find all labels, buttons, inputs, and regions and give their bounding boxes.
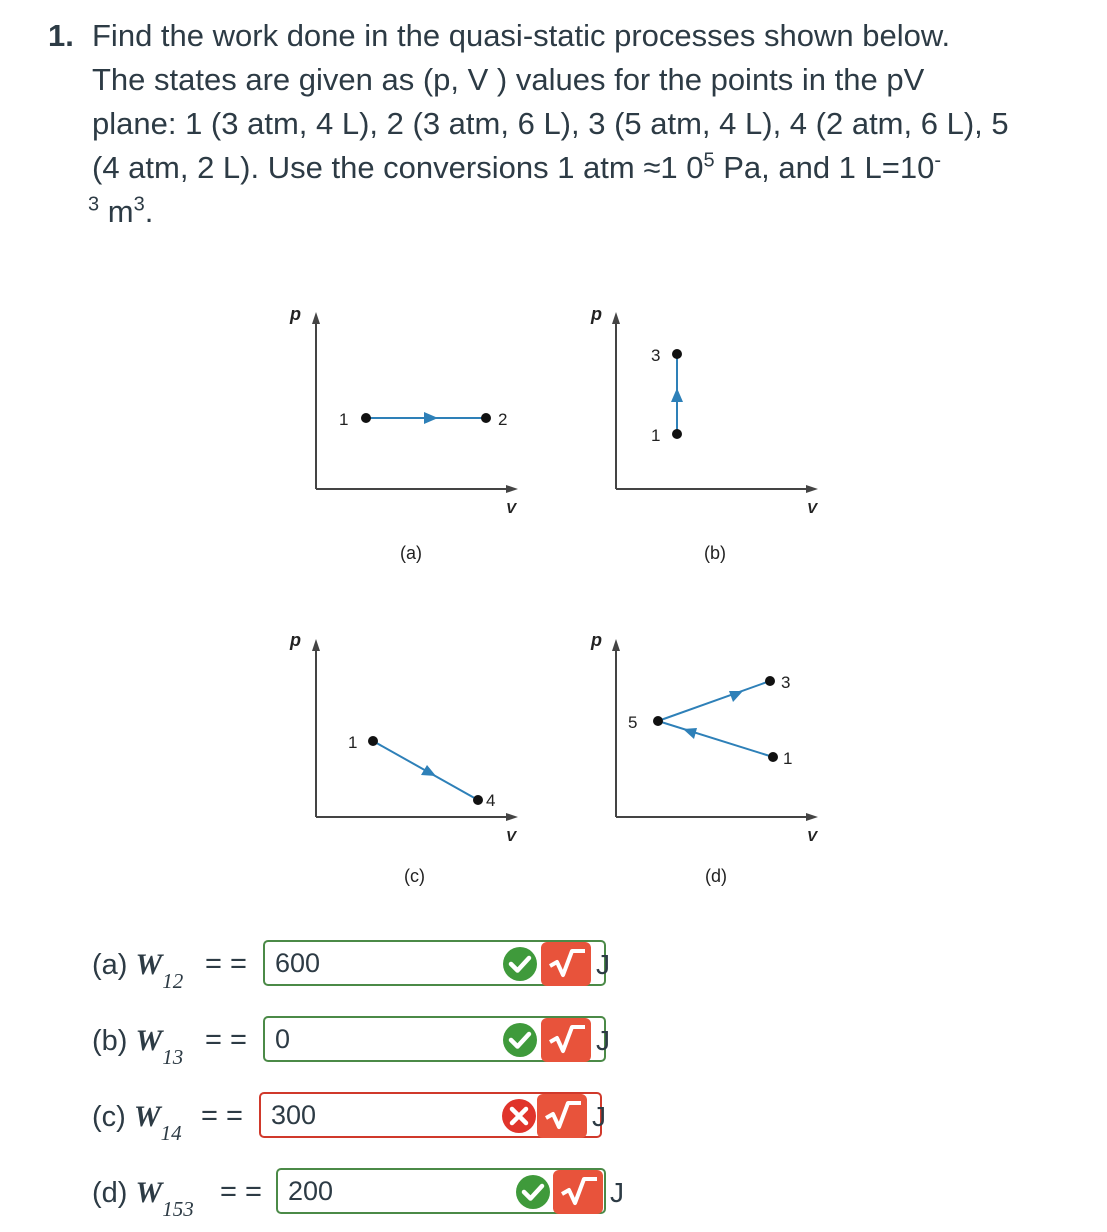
p-axis-arrow-b: [612, 312, 620, 324]
caption-d: (d): [705, 866, 727, 886]
answer-row-a: [0, 940, 1107, 993]
point-label-1-a: 1: [339, 410, 349, 429]
panel-a: [289, 304, 518, 563]
equals-b: = =: [205, 1024, 247, 1056]
point-1-d: [768, 752, 778, 762]
point-1-c: [368, 736, 378, 746]
point-3-b: [672, 349, 682, 359]
point-label-1-b: 1: [651, 426, 661, 445]
direction-arrow-c: [421, 765, 436, 776]
p-axis-arrow-a: [312, 312, 320, 324]
direction-arrow-d-1: [683, 728, 697, 739]
direction-arrow-a: [424, 412, 438, 424]
v-axis-arrow-d: [806, 813, 818, 821]
v-axis-arrow-a: [506, 485, 518, 493]
answer-row-d: [0, 1168, 1107, 1221]
question-number: 1.: [48, 18, 74, 53]
point-label-1-c: 1: [348, 733, 358, 752]
point-1-a: [361, 413, 371, 423]
point-1-b: [672, 429, 682, 439]
answer-row-c: [0, 1092, 1107, 1145]
incorrect-x-icon: [501, 1098, 537, 1134]
direction-arrow-d-2: [729, 691, 743, 702]
unit-label-b: J: [596, 1025, 610, 1056]
p-label-c: p: [290, 630, 301, 650]
p-label-b: p: [591, 304, 602, 324]
question-line-1: Find the work done in the quasi-static processes shown below.: [92, 18, 951, 53]
p-label-a: p: [290, 304, 301, 324]
point-label-5-d: 5: [628, 713, 638, 732]
math-tool-icon[interactable]: [553, 1170, 603, 1214]
question-line-4b: Pa, and 1 L=10: [714, 150, 935, 185]
question-line-2: The states are given as (p, V ) values for the points in the pV: [92, 62, 925, 97]
question-line-3: plane: 1 (3 atm, 4 L), 2 (3 atm, 6 L), 3 (5 atm, 4 L), 4 (2 atm, 6 L), 5: [92, 106, 1009, 141]
direction-arrow-b: [671, 388, 683, 402]
unit-m: m: [99, 194, 134, 229]
answer-input-b[interactable]: 0: [263, 1016, 606, 1062]
pa-exponent: 5: [703, 149, 715, 172]
answer-input-d[interactable]: 200: [276, 1168, 606, 1214]
v-label-c: V: [506, 828, 517, 845]
v-axis-arrow-b: [806, 485, 818, 493]
answer-label-a: (a) $W_{12}$: [92, 948, 184, 993]
point-2-a: [481, 413, 491, 423]
unit-label-a: J: [596, 949, 610, 980]
unit-label-d: J: [610, 1177, 624, 1208]
caption-a: (a): [400, 543, 422, 563]
minus-sign: -: [934, 149, 942, 172]
point-label-3-b: 3: [651, 346, 661, 365]
p-axis-arrow-c: [312, 639, 320, 651]
panel-b: [590, 304, 819, 563]
equals-c: = =: [201, 1100, 243, 1132]
correct-check-icon: [515, 1174, 551, 1210]
process-line-d-1-5: [658, 721, 773, 757]
answer-row-b: [0, 1016, 1107, 1069]
correct-check-icon: [502, 1022, 538, 1058]
period: .: [144, 194, 154, 229]
l-exponent: 3: [88, 193, 100, 216]
math-tool-icon[interactable]: [541, 1018, 591, 1062]
p-label-d: p: [591, 630, 602, 650]
math-tool-icon[interactable]: [537, 1094, 587, 1138]
v-label-d: V: [807, 828, 818, 845]
panel-c: [289, 630, 518, 886]
v-axis-arrow-c: [506, 813, 518, 821]
correct-check-icon: [502, 946, 538, 982]
v-label-a: V: [506, 500, 517, 517]
point-label-2-a: 2: [498, 410, 508, 429]
point-label-3-d: 3: [781, 673, 791, 692]
v-label-b: V: [807, 500, 818, 517]
answer-input-a[interactable]: 600: [263, 940, 606, 986]
process-line-d-5-3: [658, 681, 770, 721]
point-4-c: [473, 795, 483, 805]
answer-input-c[interactable]: 300: [259, 1092, 602, 1138]
answer-label-c: (c) $W_{14}$: [92, 1100, 182, 1145]
caption-b: (b): [704, 543, 726, 563]
answer-label-b: (b) $W_{13}$: [92, 1024, 184, 1069]
equals-d: = =: [220, 1176, 262, 1208]
answer-label-d: (d) $W_{153}$: [92, 1176, 194, 1221]
math-tool-icon[interactable]: [541, 942, 591, 986]
caption-c: (c): [404, 866, 425, 886]
point-3-d: [765, 676, 775, 686]
m-exponent: 3: [133, 193, 145, 216]
point-label-1-d: 1: [783, 749, 793, 768]
equals-a: = =: [205, 948, 247, 980]
unit-label-c: J: [592, 1101, 606, 1132]
question-line-4a: (4 atm, 2 L). Use the conversions 1 atm ≈1 0: [92, 150, 704, 185]
point-5-d: [653, 716, 663, 726]
p-axis-arrow-d: [612, 639, 620, 651]
panel-d: [590, 630, 819, 886]
point-label-4-c: 4: [486, 791, 496, 810]
